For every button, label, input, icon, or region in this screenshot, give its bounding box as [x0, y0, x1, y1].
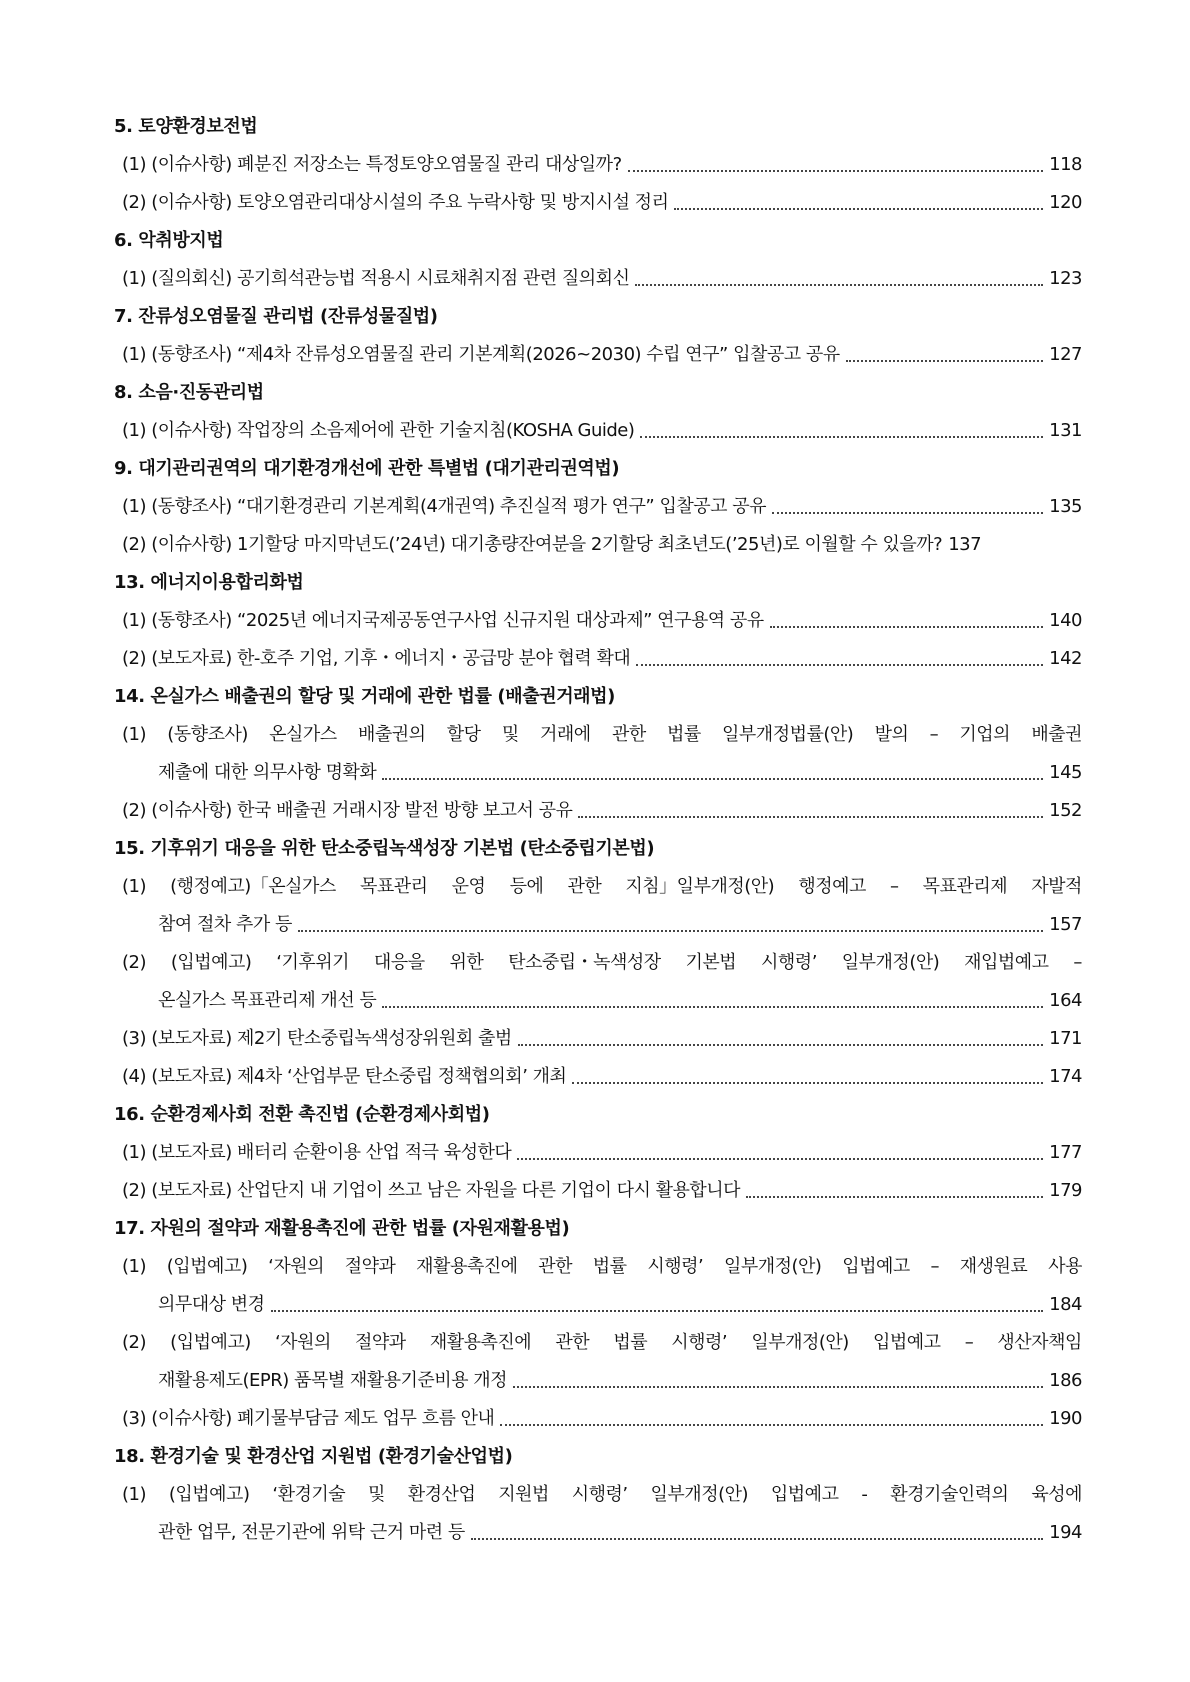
dot-leader — [635, 283, 1043, 286]
toc-entry-text: (1) (이슈사항) 작업장의 소음제어에 관한 기술지침(KOSHA Guide) — [122, 420, 635, 441]
toc-entry-text: (4) (보도자료) 제4차 ‘산업부문 탄소중립 정책협의회’ 개최 — [122, 1066, 567, 1087]
dot-leader — [772, 511, 1043, 514]
toc-entry-last-line — [114, 1020, 1082, 1058]
toc-entry-last-line — [114, 488, 1082, 526]
toc-entry-last-line — [114, 754, 1082, 792]
page-number: 120 — [1049, 192, 1082, 213]
page-number: 123 — [1049, 268, 1082, 289]
table-of-contents — [114, 108, 1082, 1552]
page-number: 179 — [1049, 1180, 1082, 1201]
toc-entry-text: (1) (동향조사) “제4차 잔류성오염물질 관리 기본계획(2026~2030) 수립 연구” 입찰공고 공유 — [122, 344, 840, 365]
dot-leader — [518, 1043, 1043, 1046]
page-number: 118 — [1049, 154, 1082, 175]
toc-entry-last-line — [114, 602, 1082, 640]
dot-leader — [674, 207, 1043, 210]
toc-entry-line: (2) (입법예고) ‘기후위기 대응을 위한 탄소중립・녹색성장 기본법 시행령’ 일부개정(안) 재입법예고 – — [122, 952, 1082, 973]
toc-entry-line: (1) (행정예고)「온실가스 목표관리 운영 등에 관한 지침」일부개정(안) 행정예고 – 목표관리제 자발적 — [122, 876, 1082, 897]
toc-entry[interactable] — [114, 1020, 1082, 1058]
toc-entry-text: (1) (동향조사) “2025년 에너지국제공동연구사업 신규지원 대상과제” 연구용역 공유 — [122, 610, 764, 631]
toc-entry-last-line — [114, 1362, 1082, 1400]
toc-entry-text: (1) (질의회신) 공기희석관능법 적용시 시료채취지점 관련 질의회신 — [122, 268, 630, 289]
section-title: 6. 악취방지법 — [114, 230, 224, 251]
toc-entry-last-line — [114, 526, 1082, 564]
toc-entry[interactable] — [114, 1248, 1082, 1324]
section-title: 16. 순환경제사회 전환 촉진법 (순환경제사회법) — [114, 1104, 490, 1125]
page-number: 194 — [1049, 1522, 1082, 1543]
toc-entry-last-line — [114, 982, 1082, 1020]
dot-leader — [746, 1195, 1043, 1198]
toc-entry-last-line — [114, 640, 1082, 678]
toc-entry-last-line — [114, 1400, 1082, 1438]
toc-entry-line: (2) (입법예고) ‘자원의 절약과 재활용촉진에 관한 법률 시행령’ 일부개정(안) 입법예고 – 생산자책임 — [122, 1332, 1082, 1353]
toc-entry-text: (1) (보도자료) 배터리 순환이용 산업 적극 육성한다 — [122, 1142, 512, 1163]
dot-leader — [500, 1423, 1043, 1426]
section-title: 5. 토양환경보전법 — [114, 116, 258, 137]
toc-entry-last-line — [114, 184, 1082, 222]
toc-entry-text: 의무대상 변경 — [158, 1294, 265, 1315]
toc-entry[interactable] — [114, 336, 1082, 374]
toc-entry-last-line — [114, 336, 1082, 374]
section-title: 7. 잔류성오염물질 관리법 (잔류성물질법) — [114, 306, 438, 327]
section-title: 13. 에너지이용합리화법 — [114, 572, 304, 593]
dot-leader — [578, 815, 1043, 818]
toc-entry[interactable] — [114, 184, 1082, 222]
toc-entry-last-line — [114, 1134, 1082, 1172]
toc-entry-last-line — [114, 1514, 1082, 1552]
dot-leader — [628, 169, 1044, 172]
toc-entry[interactable] — [114, 868, 1082, 944]
toc-entry-last-line — [114, 906, 1082, 944]
page-number: 152 — [1049, 800, 1082, 821]
page-number: 145 — [1049, 762, 1082, 783]
dot-leader — [271, 1309, 1044, 1312]
toc-entry[interactable] — [114, 412, 1082, 450]
toc-entry-text: 재활용제도(EPR) 품목별 재활용기준비용 개정 — [158, 1370, 508, 1391]
toc-entry-last-line — [114, 260, 1082, 298]
page-number: 157 — [1049, 914, 1082, 935]
toc-entry[interactable] — [114, 1172, 1082, 1210]
page-number: 135 — [1049, 496, 1082, 517]
section-title: 15. 기후위기 대응을 위한 탄소중립녹색성장 기본법 (탄소중립기본법) — [114, 838, 655, 859]
dot-leader — [298, 929, 1043, 932]
toc-entry[interactable] — [114, 1324, 1082, 1400]
toc-entry-line: (1) (동향조사) 온실가스 배출권의 할당 및 거래에 관한 법률 일부개정법률(안) 발의 – 기업의 배출권 — [122, 724, 1082, 745]
page-number: 137 — [948, 534, 982, 555]
toc-entry-text: (3) (이슈사항) 폐기물부담금 제도 업무 흐름 안내 — [122, 1408, 495, 1429]
page-number: 184 — [1049, 1294, 1082, 1315]
toc-entry-text: (2) (보도자료) 산업단지 내 기업이 쓰고 남은 자원을 다른 기업이 다시 활용합니다 — [122, 1180, 741, 1201]
dot-leader — [640, 435, 1043, 438]
toc-entry[interactable] — [114, 1476, 1082, 1552]
section-title: 18. 환경기술 및 환경산업 지원법 (환경기술산업법) — [114, 1446, 513, 1467]
section-title: 17. 자원의 절약과 재활용촉진에 관한 법률 (자원재활용법) — [114, 1218, 570, 1239]
toc-entry-text: 참여 절차 추가 등 — [158, 914, 292, 935]
toc-entry[interactable] — [114, 146, 1082, 184]
toc-entry-text: 제출에 대한 의무사항 명확화 — [158, 762, 377, 783]
page-number: 190 — [1049, 1408, 1082, 1429]
toc-entry[interactable] — [114, 1400, 1082, 1438]
dot-leader — [382, 1005, 1043, 1008]
toc-entry-last-line — [114, 412, 1082, 450]
dot-leader — [513, 1385, 1043, 1388]
toc-entry[interactable] — [114, 602, 1082, 640]
page-number: 174 — [1049, 1066, 1082, 1087]
toc-entry-text: (2) (이슈사항) 한국 배출권 거래시장 발전 방향 보고서 공유 — [122, 800, 573, 821]
dot-leader — [471, 1537, 1043, 1540]
toc-entry-last-line — [114, 792, 1082, 830]
toc-entry-text: (1) (동향조사) “대기환경관리 기본계획(4개권역) 추진실적 평가 연구” 입찰공고 공유 — [122, 496, 766, 517]
dot-leader — [572, 1081, 1043, 1084]
toc-entry-text: 관한 업무, 전문기관에 위탁 근거 마련 등 — [158, 1522, 465, 1543]
toc-entry-last-line — [114, 1172, 1082, 1210]
toc-entry[interactable] — [114, 488, 1082, 526]
toc-entry-last-line — [114, 1058, 1082, 1096]
toc-entry[interactable] — [114, 260, 1082, 298]
toc-entry-text: (3) (보도자료) 제2기 탄소중립녹색성장위원회 출범 — [122, 1028, 512, 1049]
toc-entry-line: (1) (입법예고) ‘자원의 절약과 재활용촉진에 관한 법률 시행령’ 일부개정(안) 입법예고 – 재생원료 사용 — [122, 1256, 1082, 1277]
toc-entry[interactable] — [114, 792, 1082, 830]
page-number: 131 — [1049, 420, 1082, 441]
section-title: 8. 소음·진동관리법 — [114, 382, 264, 403]
toc-entry[interactable] — [114, 944, 1082, 1020]
toc-entry-last-line — [114, 146, 1082, 184]
toc-entry-text: (2) (보도자료) 한-호주 기업, 기후・에너지・공급망 분야 협력 확대 — [122, 648, 631, 669]
dot-leader — [636, 663, 1043, 666]
toc-entry[interactable] — [114, 526, 1082, 564]
dot-leader — [770, 625, 1043, 628]
page-number: 164 — [1049, 990, 1082, 1011]
toc-entry-text: (2) (이슈사항) 토양오염관리대상시설의 주요 누락사항 및 방지시설 정리 — [122, 192, 669, 213]
page-number: 127 — [1049, 344, 1082, 365]
section-title: 9. 대기관리권역의 대기환경개선에 관한 특별법 (대기관리권역법) — [114, 458, 620, 479]
page-number: 171 — [1049, 1028, 1082, 1049]
toc-entry-text: 온실가스 목표관리제 개선 등 — [158, 990, 377, 1011]
toc-entry[interactable] — [114, 1058, 1082, 1096]
toc-entry-last-line — [114, 1286, 1082, 1324]
dot-leader — [517, 1157, 1043, 1160]
dot-leader — [382, 777, 1043, 780]
toc-entry-text: (1) (이슈사항) 폐분진 저장소는 특정토양오염물질 관리 대상일까? — [122, 154, 622, 175]
toc-entry-line: (1) (입법예고) ‘환경기술 및 환경산업 지원법 시행령’ 일부개정(안) 입법예고 - 환경기술인력의 육성에 — [122, 1484, 1082, 1505]
page-number: 140 — [1049, 610, 1082, 631]
dot-leader — [846, 359, 1044, 362]
section-title: 14. 온실가스 배출권의 할당 및 거래에 관한 법률 (배출권거래법) — [114, 686, 615, 707]
page-number: 177 — [1049, 1142, 1082, 1163]
page-number: 142 — [1049, 648, 1082, 669]
toc-entry[interactable] — [114, 1134, 1082, 1172]
page-number: 186 — [1049, 1370, 1082, 1391]
toc-entry[interactable] — [114, 640, 1082, 678]
toc-entry[interactable] — [114, 716, 1082, 792]
toc-entry-text: (2) (이슈사항) 1기할당 마지막년도(’24년) 대기총량잔여분을 2기할당 최초년도(’25년)로 이월할 수 있을까? — [122, 534, 943, 555]
